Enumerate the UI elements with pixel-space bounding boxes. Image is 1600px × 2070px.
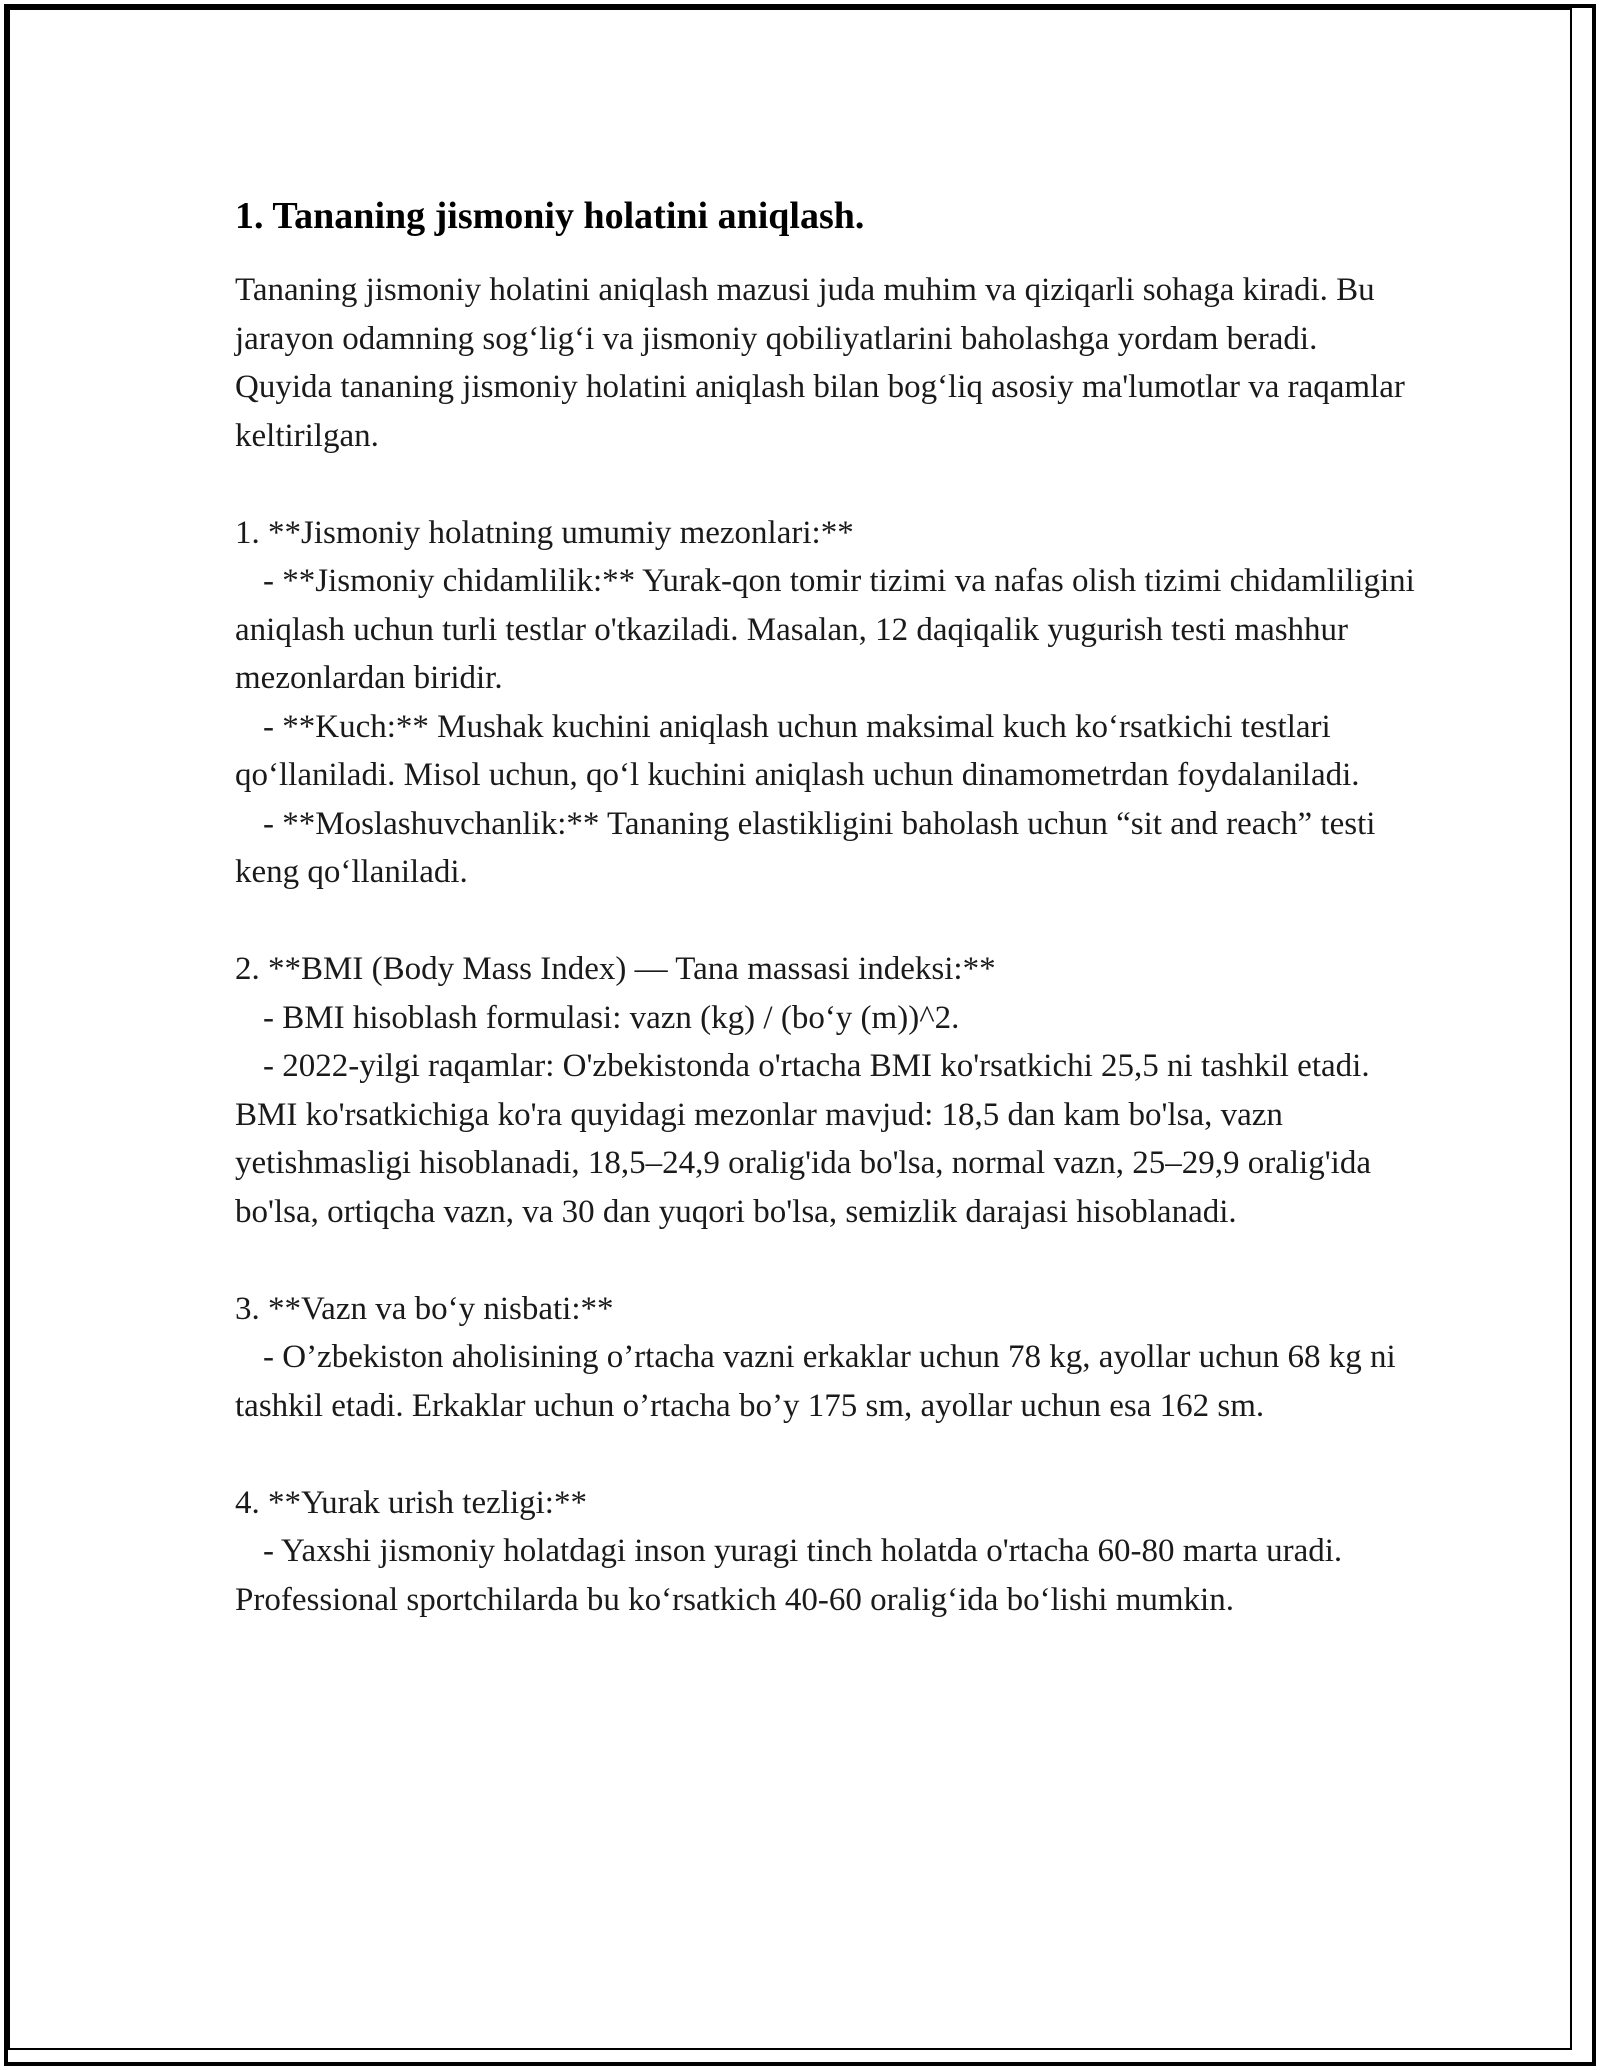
section-3-heading: 3. **Vazn va bo‘y nisbati:** [235,1290,614,1327]
section-1-item-flexibility: - **Moslashuvchanlik:** Tananing elastikligini baholash uchun “sit and reach” testi keng qo‘llaniladi. [235,805,1376,890]
section-1-item-endurance: - **Jismoniy chidamlilik:** Yurak-qon tomir tizimi va nafas olish tizimi chidamliligini aniqlash uchun turli testlar o'tkaziladi. Masalan, 12 daqiqalik yugurish testi mashhur mezonlardan biridir. [235,563,1415,696]
section-4-item-heart-rate: - Yaxshi jismoniy holatdagi inson yuragi tinch holatda o'rtacha 60-80 marta uradi. Professional sportchilarda bu ko‘rsatkich 40-60 oralig‘ida bo‘lishi mumkin. [235,1533,1343,1618]
section-1-heading: 1. **Jismoniy holatning umumiy mezonlari:** [235,514,854,551]
document-body [235,188,1415,1624]
section-2-heading: 2. **BMI (Body Mass Index) — Tana massasi indeksi:** [235,951,996,987]
paragraph-spacer [235,897,1415,946]
section-2-item-figures: - 2022-yilgi raqamlar: O'zbekistonda o'rtacha BMI ko'rsatkichi 25,5 ni tashkil etadi. BMI ko'rsatkichiga ko'ra quyidagi mezonlar mavjud: 18,5 dan kam bo'lsa, vazn yetishmasligi hisoblanadi, 18,5–24,9 oralig'ida bo'lsa, normal vazn, 25–29,9 oralig'ida bo'lsa, ortiqcha vazn, va 30 dan yuqori bo'lsa, semizlik darajasi hisoblanadi. [235,1048,1371,1230]
intro-paragraph: Tananing jismoniy holatini aniqlash mazusi juda muhim va qiziqarli sohaga kiradi. Bu jarayon odamning sog‘lig‘i va jismoniy qobiliyatlarini baholashga yordam beradi. Quyida tananing jismoniy holatini aniqlash bilan bog‘liq asosiy ma'lumotlar va raqamlar keltirilgan. [235,272,1405,454]
section-3-item-weight-height: - O’zbekiston aholisining o’rtacha vazni erkaklar uchun 78 kg, ayollar uchun 68 kg ni tashkil etadi. Erkaklar uchun o’rtacha bo’y 175 sm, ayollar uchun esa 162 sm. [235,1339,1396,1424]
section-2-item-formula: - BMI hisoblash formulasi: vazn (kg) / (bo‘y (m))^2. [263,999,960,1036]
document-title: 1. Tananing jismoniy holatini aniqlash. [235,195,865,237]
paragraph-spacer [235,1430,1415,1479]
paragraph-spacer [235,460,1415,509]
section-4-heading: 4. **Yurak urish tezligi:** [235,1484,587,1521]
section-1-item-strength: - **Kuch:** Mushak kuchini aniqlash uchun maksimal kuch ko‘rsatkichi testlari qo‘llaniladi. Misol uchun, qo‘l kuchini aniqlash uchun dinamometrdan foydalaniladi. [235,708,1360,793]
paragraph-spacer [235,1236,1415,1285]
